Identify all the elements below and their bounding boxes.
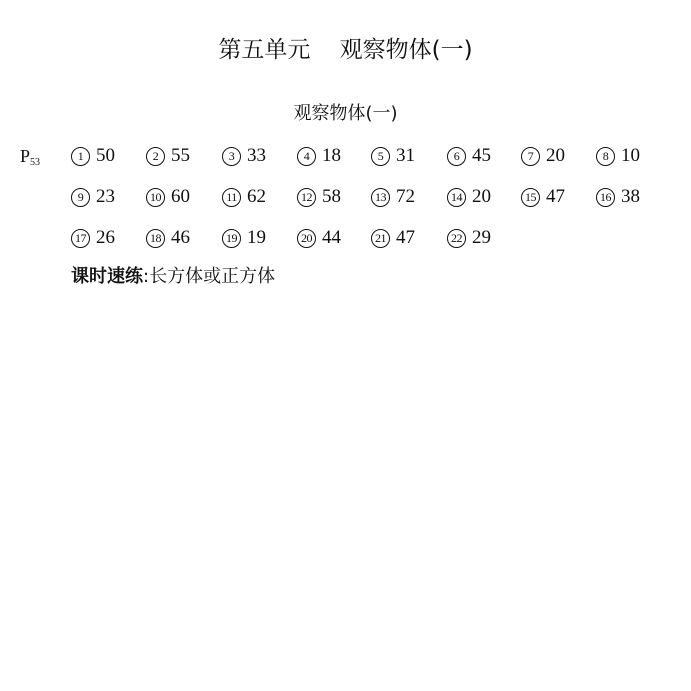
answer-item	[371, 183, 415, 211]
circled-number: 8	[596, 147, 615, 166]
circled-number: 20	[297, 229, 316, 248]
circled-number: 4	[297, 147, 316, 166]
answer-value: 62	[247, 186, 266, 207]
unit-title: 第五单元 观察物体(一)	[218, 37, 473, 63]
answer-item	[146, 183, 190, 211]
section-title: 观察物体(一)	[293, 103, 398, 124]
circled-number: 3	[222, 147, 241, 166]
answer-item	[146, 142, 190, 170]
answer-item	[596, 142, 640, 170]
answer-value: 31	[396, 145, 415, 166]
circled-number: 17	[71, 229, 90, 248]
answer-value: 29	[472, 227, 491, 248]
answer-item	[447, 224, 491, 252]
circled-number: 9	[71, 188, 90, 207]
answer-item	[222, 142, 266, 170]
answer-grid	[71, 142, 671, 265]
circled-number: 7	[521, 147, 540, 166]
answer-value: 50	[96, 145, 115, 166]
answer-value: 60	[171, 186, 190, 207]
circled-number: 1	[71, 147, 90, 166]
circled-number: 10	[146, 188, 165, 207]
circled-number: 15	[521, 188, 540, 207]
circled-number: 2	[146, 147, 165, 166]
answer-item	[447, 183, 491, 211]
answer-value: 46	[171, 227, 190, 248]
answer-row	[71, 183, 671, 224]
answer-value: 20	[472, 186, 491, 207]
answer-value: 20	[546, 145, 565, 166]
answer-item	[71, 224, 115, 252]
circled-number: 18	[146, 229, 165, 248]
circled-number: 16	[596, 188, 615, 207]
circled-number: 19	[222, 229, 241, 248]
circled-number: 22	[447, 229, 466, 248]
answer-item	[71, 183, 115, 211]
answer-item	[447, 142, 491, 170]
page-letter: P	[20, 146, 31, 166]
answer-item	[297, 224, 341, 252]
answer-value: 44	[322, 227, 341, 248]
answer-row	[71, 142, 671, 183]
answer-value: 38	[621, 186, 640, 207]
answer-value: 10	[621, 145, 640, 166]
answer-row	[71, 224, 671, 265]
practice-answer: 长方体或正方体	[149, 266, 276, 287]
answer-item	[71, 142, 115, 170]
answer-item	[297, 142, 341, 170]
answer-value: 26	[96, 227, 115, 248]
circled-number: 13	[371, 188, 390, 207]
practice-label: 课时速练	[71, 266, 143, 287]
answer-value: 47	[396, 227, 415, 248]
answer-item	[596, 183, 640, 211]
answer-item	[371, 142, 415, 170]
practice-separator: :	[143, 266, 150, 287]
page-reference	[20, 143, 40, 176]
answer-value: 45	[472, 145, 491, 166]
answer-value: 47	[546, 186, 565, 207]
circled-number: 21	[371, 229, 390, 248]
answer-item	[521, 142, 565, 170]
answer-item	[521, 183, 565, 211]
circled-number: 5	[371, 147, 390, 166]
answer-item	[297, 183, 341, 211]
answer-value: 72	[396, 186, 415, 207]
circled-number: 11	[222, 188, 241, 207]
answer-item	[222, 183, 266, 211]
answer-item	[146, 224, 190, 252]
answer-value: 18	[322, 145, 341, 166]
answer-value: 23	[96, 186, 115, 207]
circled-number: 6	[447, 147, 466, 166]
answer-value: 33	[247, 145, 266, 166]
answer-item	[371, 224, 415, 252]
page-number: 53	[30, 157, 41, 168]
answer-item	[222, 224, 266, 252]
answer-value: 58	[322, 186, 341, 207]
answer-value: 19	[247, 227, 266, 248]
answer-value: 55	[171, 145, 190, 166]
practice-line	[71, 263, 275, 291]
circled-number: 12	[297, 188, 316, 207]
circled-number: 14	[447, 188, 466, 207]
